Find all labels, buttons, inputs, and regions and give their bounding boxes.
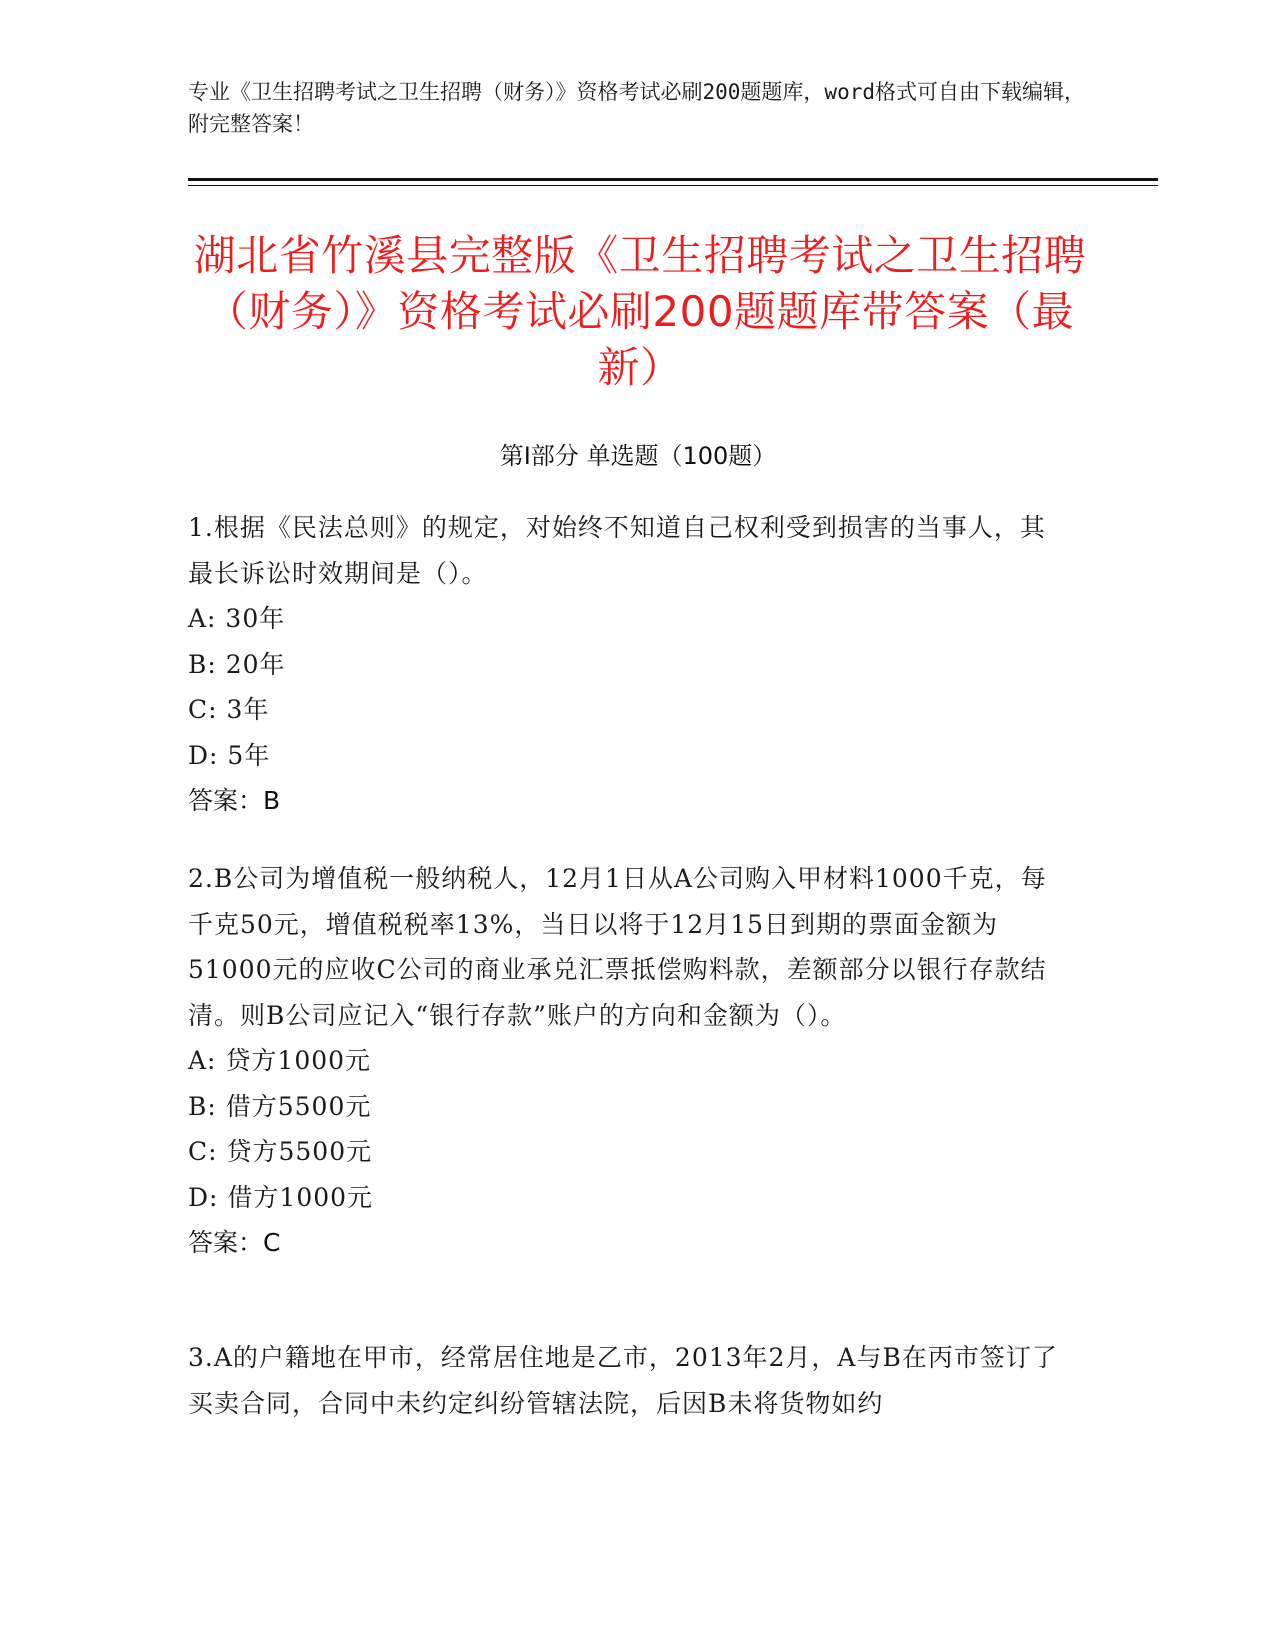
option-b: B: 20年 (188, 649, 286, 679)
option-c: C: 贷方5500元 (188, 1137, 373, 1166)
section-title: 第Ⅰ部分 单选题（100题） (499, 442, 777, 470)
header-divider-thick (188, 178, 1158, 181)
option-a: A: 30年 (188, 604, 286, 633)
option-c: C: 3年 (188, 695, 270, 724)
answer-label: 答案：C (188, 1228, 281, 1257)
option-d: D: 借方1000元 (188, 1182, 374, 1212)
header-note: 专业《卫生招聘考试之卫生招聘（财务）》资格考试必刷200题题库，word格式可自由下载编辑，附完整答案！ (188, 80, 1085, 136)
option-d: D: 5年 (188, 740, 271, 770)
answer-label: 答案：B (188, 786, 281, 815)
document-title: 湖北省竹溪县完整版《卫生招聘考试之卫生招聘（财务）》资格考试必刷200题题库带答案（最新） (193, 231, 1087, 392)
question-3 (188, 1335, 1068, 1426)
option-a: A: 贷方1000元 (188, 1046, 372, 1075)
question-stem: 3.A的户籍地在甲市，经常居住地是乙市，2013年2月，A与B在丙市签订了买卖合同，合同中未约定纠纷管辖法院，后因B未将货物如约 (188, 1343, 1058, 1418)
question-2 (188, 856, 1068, 1266)
question-stem: 2.B公司为增值税一般纳税人，12月1日从A公司购入甲材料1000千克，每千克50元，增值税税率13%，当日以将于12月15日到期的票面金额为51000元的应收C公司的商业承兑汇票抵偿购料款，差额部分以银行存款结清。则B公司应记入“银行存款”账户的方向和金额为（）。 (188, 864, 1047, 1030)
question-stem: 1.根据《民法总则》的规定，对始终不知道自己权利受到损害的当事人，其最长诉讼时效期间是（）。 (188, 513, 1046, 588)
question-1 (188, 505, 1068, 824)
option-b: B: 借方5500元 (188, 1091, 372, 1121)
header-divider-thin (188, 185, 1158, 186)
